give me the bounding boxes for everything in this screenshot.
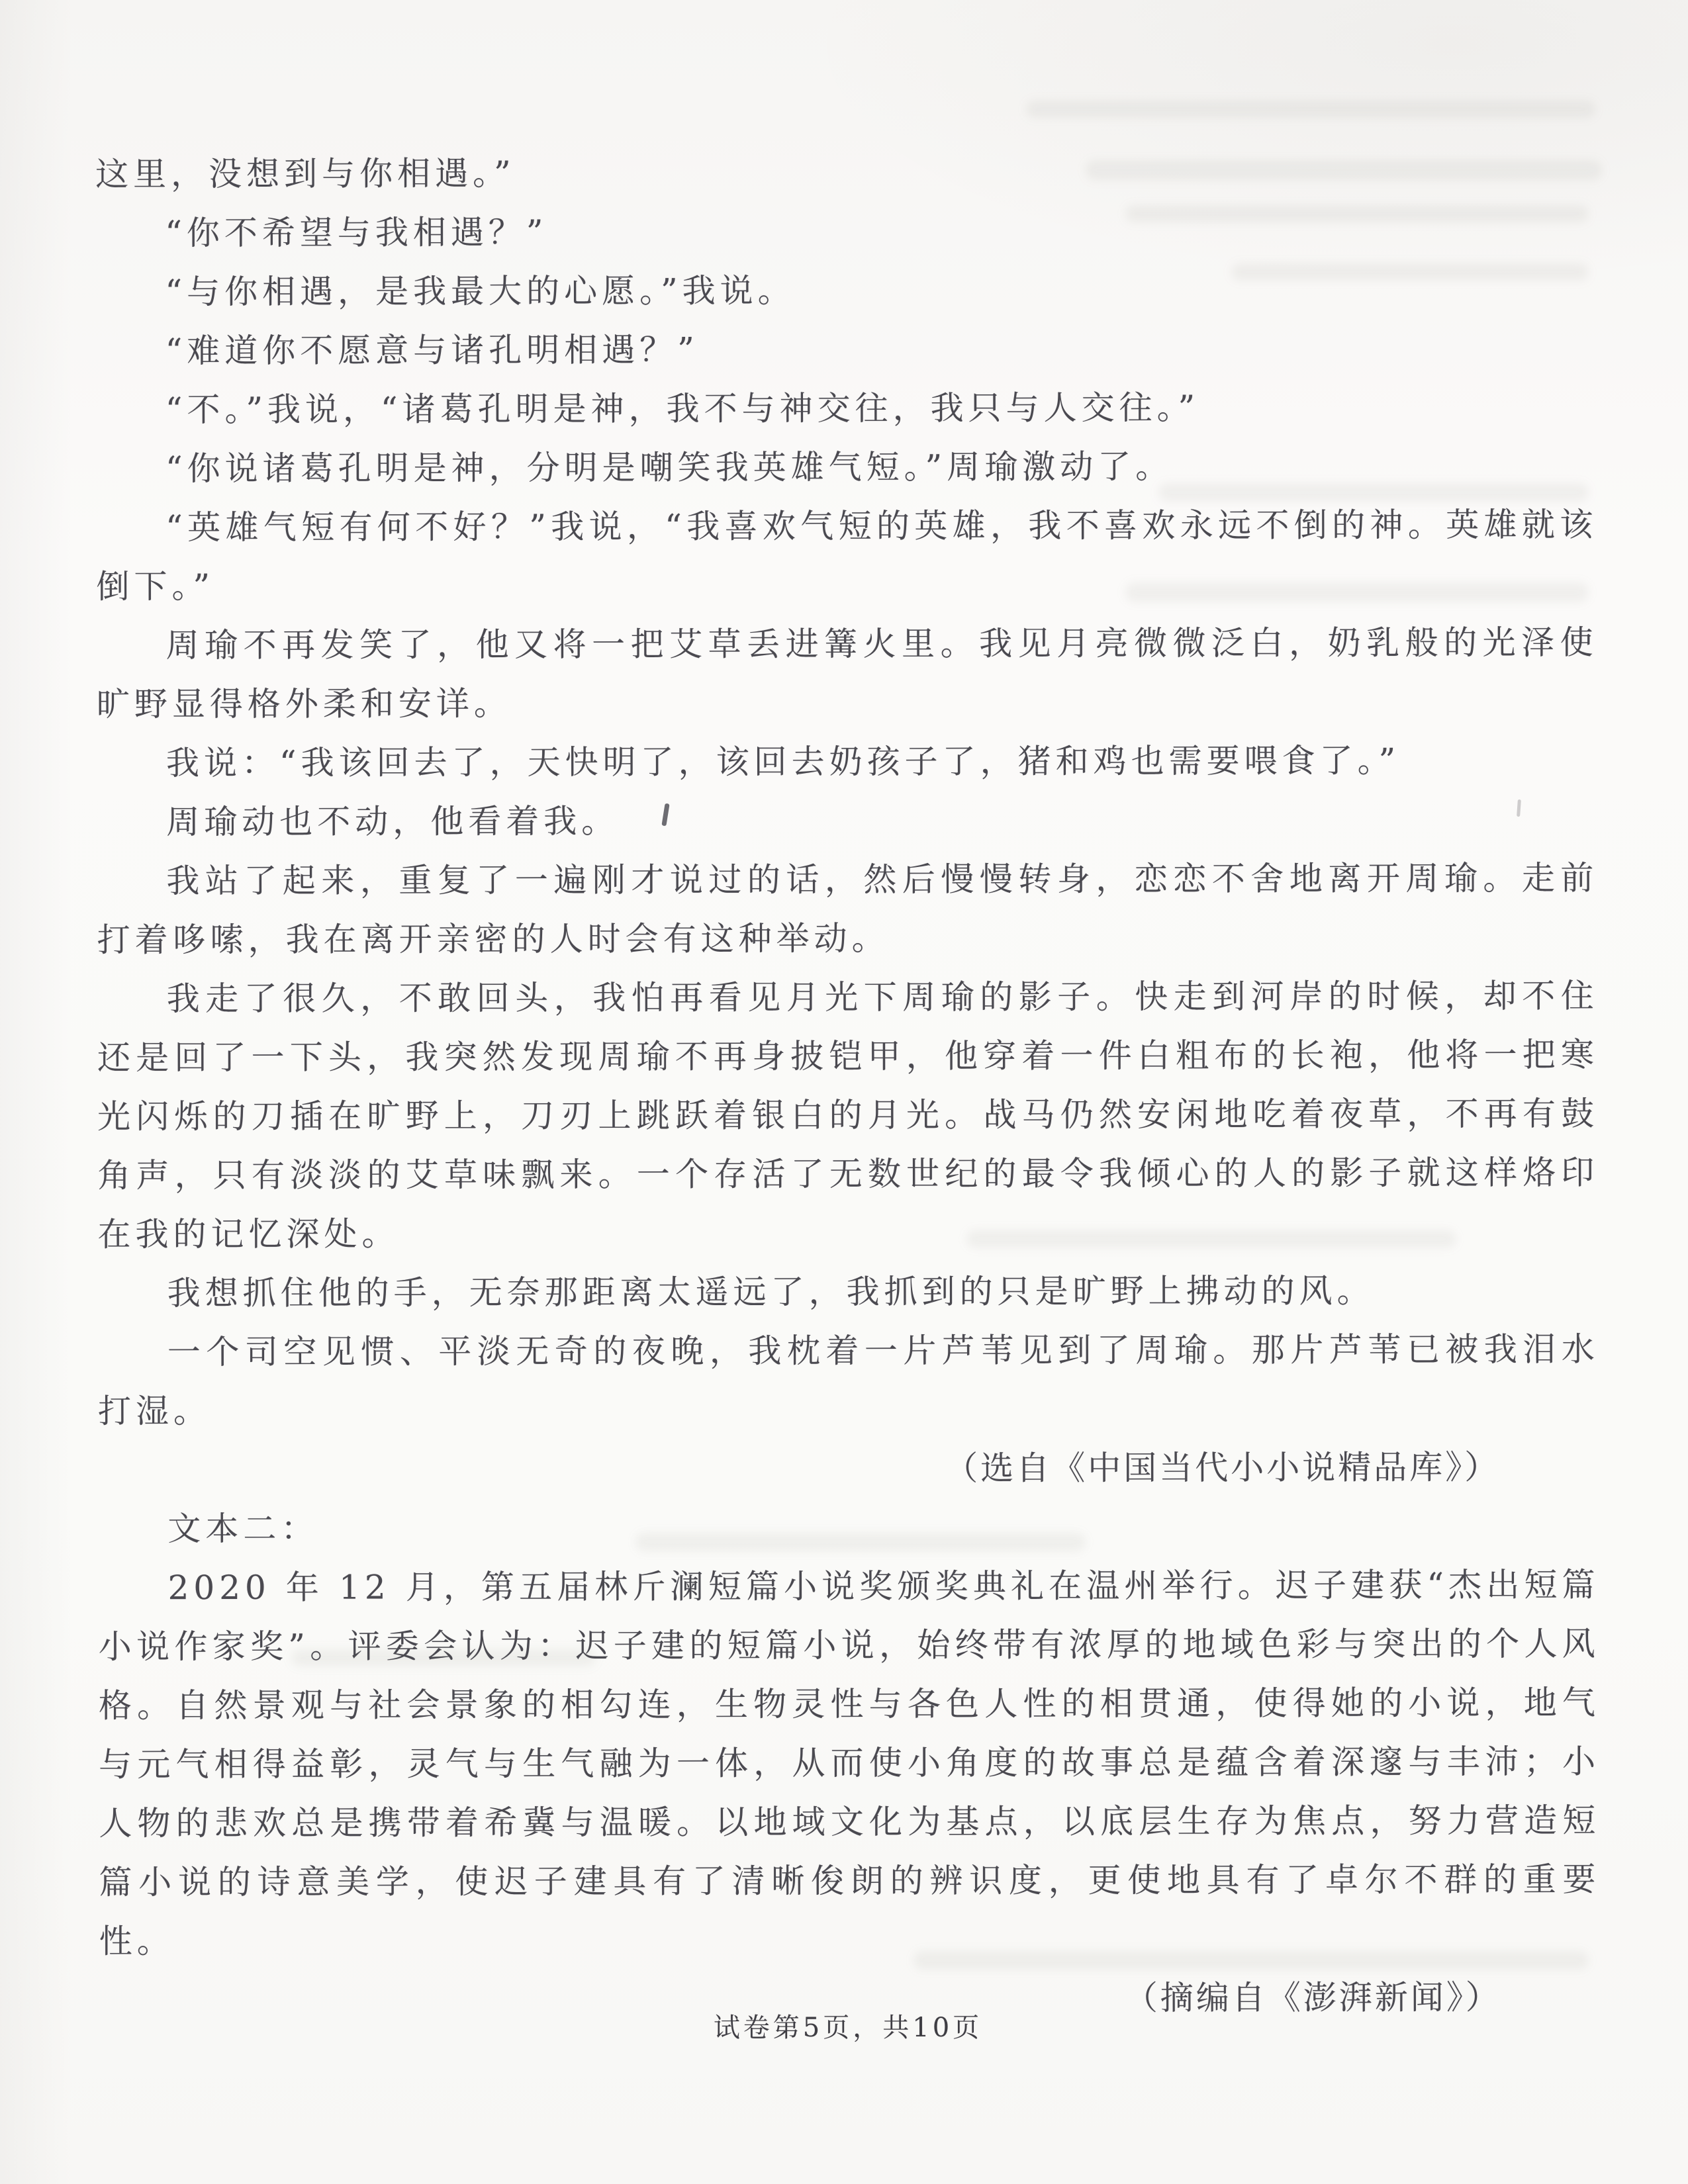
- text-two-body: 2020 年 12 月，第五届林斤澜短篇小说奖颁奖典礼在温州举行。迟子建获“杰出短篇小说作家奖”。评委会认为：迟子建的短篇小说，始终带有浓厚的地域色彩与突出的个人风格。自然景观与社会景象的相勾连，生物灵性与各色人性的相贯通，使得她的小说，地气与元气相得益彰，灵气与生气融为一体，从而使小角度的故事总是蕴含着深邃与丰沛；小人物的悲欢总是携带着希冀与温暖。以地域文化为基点，以底层生存为焦点，努力营造短篇小说的诗意美学，使迟子建具有了清晰俊朗的辨识度，更使地具有了卓尔不群的重要性。: [98, 1565, 1601, 1961]
- passage-line: “你不希望与我相遇？”: [165, 212, 548, 253]
- passage-line: 我说：“我该回去了，天快明了，该回去奶孩子了，猪和鸡也需要喂食了。”: [165, 741, 1401, 783]
- passage-line: 这里，没想到与你相遇。”: [95, 154, 516, 194]
- passage-line: “你说诸葛孔明是神，分明是嘲笑我英雄气短。”周瑜激动了。: [165, 447, 1174, 488]
- text-two-label: 文本二：: [167, 1509, 319, 1549]
- text-two-source: （摘编自《澎湃新闻》）: [1124, 1978, 1501, 2018]
- bleedthrough-smudge: [1026, 101, 1595, 118]
- page-footer: 试卷第5页，共10页: [713, 2013, 983, 2043]
- passage-line: 周瑜不再发笑了，他又将一把艾草丢进篝火里。我见月亮微微泛白，奶乳般的光泽使旷野显得格外柔和安详。: [96, 623, 1598, 724]
- passage-line: “不。”我说，“诸葛孔明是神，我不与神交往，我只与人交往。”: [165, 388, 1200, 430]
- passage-line: 周瑜动也不动，他看着我。: [166, 801, 620, 842]
- passage-line: “难道你不愿意与诸孔明相遇？”: [165, 330, 699, 371]
- passage-line: 我站了起来，重复了一遍刚才说过的话，然后慢慢转身，恋恋不舍地离开周瑜。走前打着哆嗦，我在离开亲密的人时会有这种举动。: [97, 858, 1599, 960]
- passage-line: “与你相遇，是我最大的心愿。”我说。: [165, 271, 796, 312]
- passage-line: 我走了很久，不敢回头，我怕再看见月光下周瑜的影子。快走到河岸的时候，却不住还是回了一下头，我突然发现周瑜不再身披铠甲，他穿着一件白粗布的长袍，他将一把寒光闪烁的刀插在旷野上，刀刃上跳跃着银白的月光。战马仍然安闲地吃着夜草，不再有鼓角声，只有淡淡的艾草味飘来。一个存活了无数世纪的最令我倾心的人的影子就这样烙印在我的记忆深处。: [97, 976, 1599, 1254]
- text-one-source: （选自《中国当代小小说精品库》）: [945, 1447, 1501, 1488]
- passage-line: “英雄气短有何不好？”我说，“我喜欢气短的英雄，我不喜欢永远不倒的神。英雄就该倒下。”: [96, 505, 1598, 606]
- reading-passage: [95, 142, 1601, 2030]
- passage-line: 一个司空见惯、平淡无奇的夜晚，我枕着一片芦苇见到了周瑜。那片芦苇已被我泪水打湿。: [97, 1330, 1599, 1431]
- passage-line: 我想抓住他的手，无奈那距离太遥远了，我抓到的只是旷野上拂动的风。: [167, 1271, 1375, 1313]
